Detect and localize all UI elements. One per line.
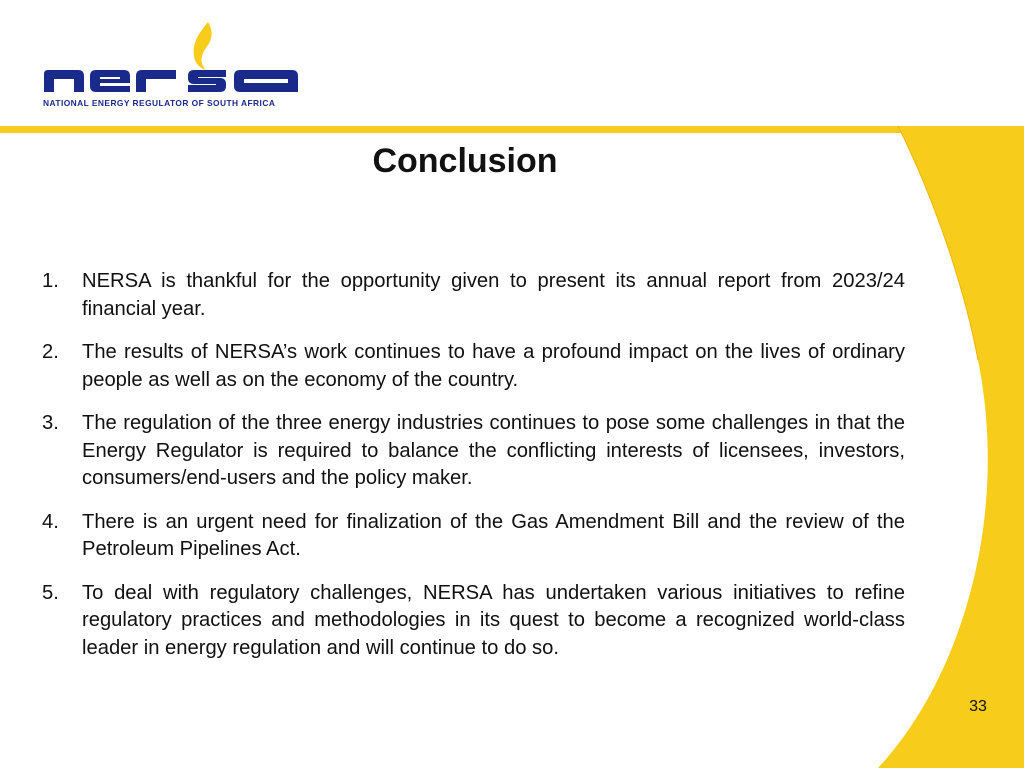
slide-title: Conclusion (372, 142, 558, 180)
list-item (42, 410, 905, 493)
list-item-text: To deal with regulatory challenges, NERSA has undertaken various initiatives to refine regulatory practices and methodologies in its quest to become a recognized world-class leader in energy regulation and will continue to do so. (82, 581, 905, 659)
logo-tagline: NATIONAL ENERGY REGULATOR OF SOUTH AFRICA (43, 98, 276, 108)
list-item (42, 509, 905, 564)
nersa-logo-mark (42, 20, 302, 110)
list-item-number: 2. (42, 341, 59, 363)
list-item-text: The regulation of the three energy industries continues to pose some challenges in that the Energy Regulator is required to balance the conflicting interests of licensees, investors, consumers/end-users and the policy maker. (82, 412, 905, 489)
list-item-text: The results of NERSA’s work continues to have a profound impact on the lives of ordinary people as well as on the economy of the country. (82, 341, 905, 391)
page-number: 33 (969, 698, 987, 715)
list-item-number: 5. (42, 581, 59, 604)
list-item-text: There is an urgent need for finalization of the Gas Amendment Bill and the review of the Petroleum Pipelines Act. (82, 510, 905, 560)
list-item-text: NERSA is thankful for the opportunity given to present its annual report from 2023/24 financial year. (82, 270, 905, 320)
list-item (42, 339, 905, 394)
conclusion-list (42, 268, 905, 678)
nersa-logo (42, 20, 302, 110)
list-item (42, 580, 905, 663)
list-item-number: 1. (42, 270, 59, 292)
list-item-number: 4. (42, 510, 59, 533)
list-item (42, 268, 905, 323)
list-item-number: 3. (42, 412, 59, 434)
